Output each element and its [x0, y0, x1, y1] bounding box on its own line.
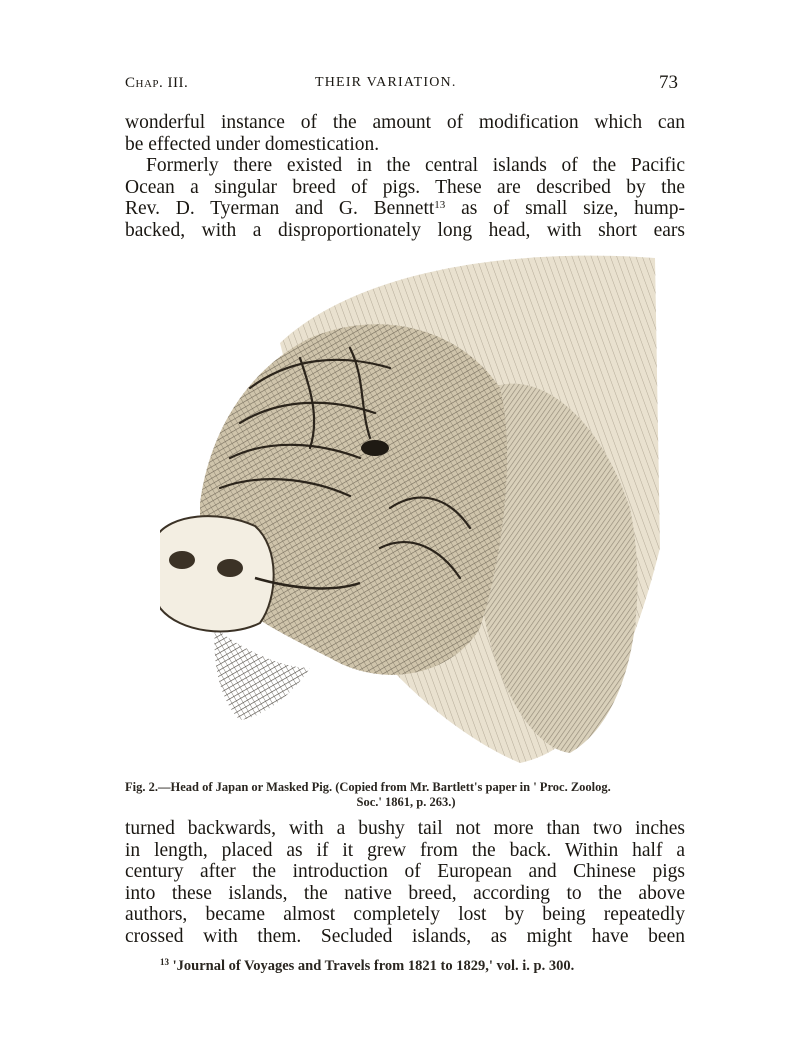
running-header: [125, 72, 678, 99]
footnote-ref[interactable]: 13: [434, 199, 446, 212]
page-number: 73: [659, 72, 678, 93]
text-line: crossed with them. Secluded islands, as might have been: [125, 925, 685, 947]
text-line: [125, 198, 685, 220]
text-fragment: Rev. D. Tyerman and G. Bennett: [125, 198, 435, 220]
text-line: into these islands, the native breed, according to the above: [125, 882, 685, 904]
text-line: be effected under domestication.: [125, 133, 380, 155]
chapter-label: Chap. III.: [125, 75, 189, 91]
text-line: turned backwards, with a bushy tail not more than two inches: [125, 818, 685, 839]
text-line: backed, with a disproportionately long head, with short ears: [125, 219, 685, 241]
footnote-text: 'Journal of Voyages and Travels from 1821 to 1829,' vol. i. p. 300.: [172, 958, 575, 974]
figure-caption: [125, 780, 687, 810]
text-line: Ocean a singular breed of pigs. These are described by the: [125, 176, 685, 198]
text-line: Formerly there existed in the central islands of the Pacific: [146, 155, 685, 177]
text-line: wonderful instance of the amount of modification which can: [125, 112, 685, 133]
body-text-top: [125, 112, 685, 242]
footnote: [160, 958, 680, 975]
body-text-bottom: [125, 818, 685, 948]
text-fragment: as of small size, hump-: [461, 198, 685, 220]
pig-head-illustration: [160, 248, 665, 773]
text-line: in length, placed as if it grew from the back. Within half a: [125, 839, 685, 861]
footnote-number: 13: [160, 957, 169, 967]
caption-line: Soc.' 1861, p. 263.): [356, 795, 456, 809]
pig-head-engraving: [160, 248, 665, 773]
running-title: THEIR VARIATION.: [315, 75, 457, 90]
text-line: authors, became almost completely lost by being repeatedly: [125, 904, 685, 926]
caption-line: Fig. 2.—Head of Japan or Masked Pig. (Copied from Mr. Bartlett's paper in ' Proc. Zoolog.: [125, 780, 611, 794]
text-line: century after the introduction of European and Chinese pigs: [125, 861, 685, 883]
